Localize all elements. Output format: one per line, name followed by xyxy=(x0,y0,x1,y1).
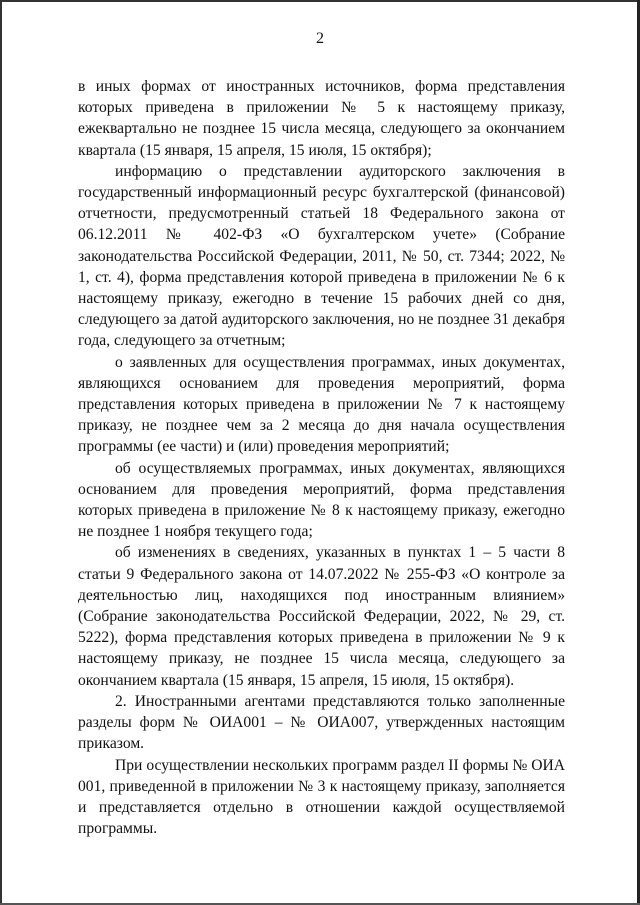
paragraph-declared-programs: о заявленных для осуществления программах, иных документах, являющихся основанием для проведения мероприятий, форма представления которых приведена в приложении № 7 к настоящему приказу, не позднее чем за 2 месяца до дня начала осуществления программы (ее части) и (или) проведения мероприятий; xyxy=(78,353,565,456)
paragraph-audit-report: информацию о представлении аудиторского заключения в государственный информационный ресурс бухгалтерской (финансовой) отчетности, предусмотренный статьей 18 Федерального закона от 06.12.2011 № 402-ФЗ «О бухгалтерском учете» (Собрание законодательства Российской Федерации, 2011, № 50, ст. 7344; 2022, № 1, ст. 4), форма представления которой приведена в приложении № 6 к настоящему приказу, ежегодно в течение 15 рабочих дней со дня, следующего за датой аудиторского заключения, но не позднее 31 декабря года, следующего за отчетным; xyxy=(78,162,565,350)
paragraph-continuation: в иных формах от иностранных источников, форма представления которых приведена в приложении № 5 к настоящему приказу, ежеквартально не позднее 15 числа месяца, следующего за окончанием квартала (15 января, 15 апреля, 15 июля, 15 октября); xyxy=(78,78,565,159)
scan-border-left xyxy=(0,0,2,905)
scan-border-top xyxy=(0,0,640,2)
paragraph-item-2: 2. Иностранными агентами представляются только заполненные разделы форм № ОИА001 – № ОИА007, утвержденных настоящим приказом. xyxy=(78,692,565,753)
document-body xyxy=(78,76,565,839)
page-number: 2 xyxy=(316,30,324,47)
paragraph-changes-info: об изменениях в сведениях, указанных в пунктах 1 – 5 части 8 статьи 9 Федерального закона от 14.07.2022 № 255-ФЗ «О контроле за деятельностью лиц, находящихся под иностранным влиянием» (Собрание законодательства Российской Федерации, 2022, № 29, ст. 5222), форма представления которых приведена в приложении № 9 к настоящему приказу, не позднее 15 числа месяца, следующего за окончанием квартала (15 января, 15 апреля, 15 июля, 15 октября). xyxy=(78,544,565,689)
paragraph-ongoing-programs: об осуществляемых программах, иных документах, являющихся основанием для проведения мероприятий, форма представления которых приведена в приложение № 8 к настоящему приказу, ежегодно не позднее 1 ноября текущего года; xyxy=(78,459,565,541)
paragraph-multiple-programs: При осуществлении нескольких программ раздел II формы № ОИА 001, приведенной в приложении № 3 к настоящему приказу, заполняется и представляется отдельно в отношении каждой осуществляемой программы. xyxy=(78,756,565,838)
